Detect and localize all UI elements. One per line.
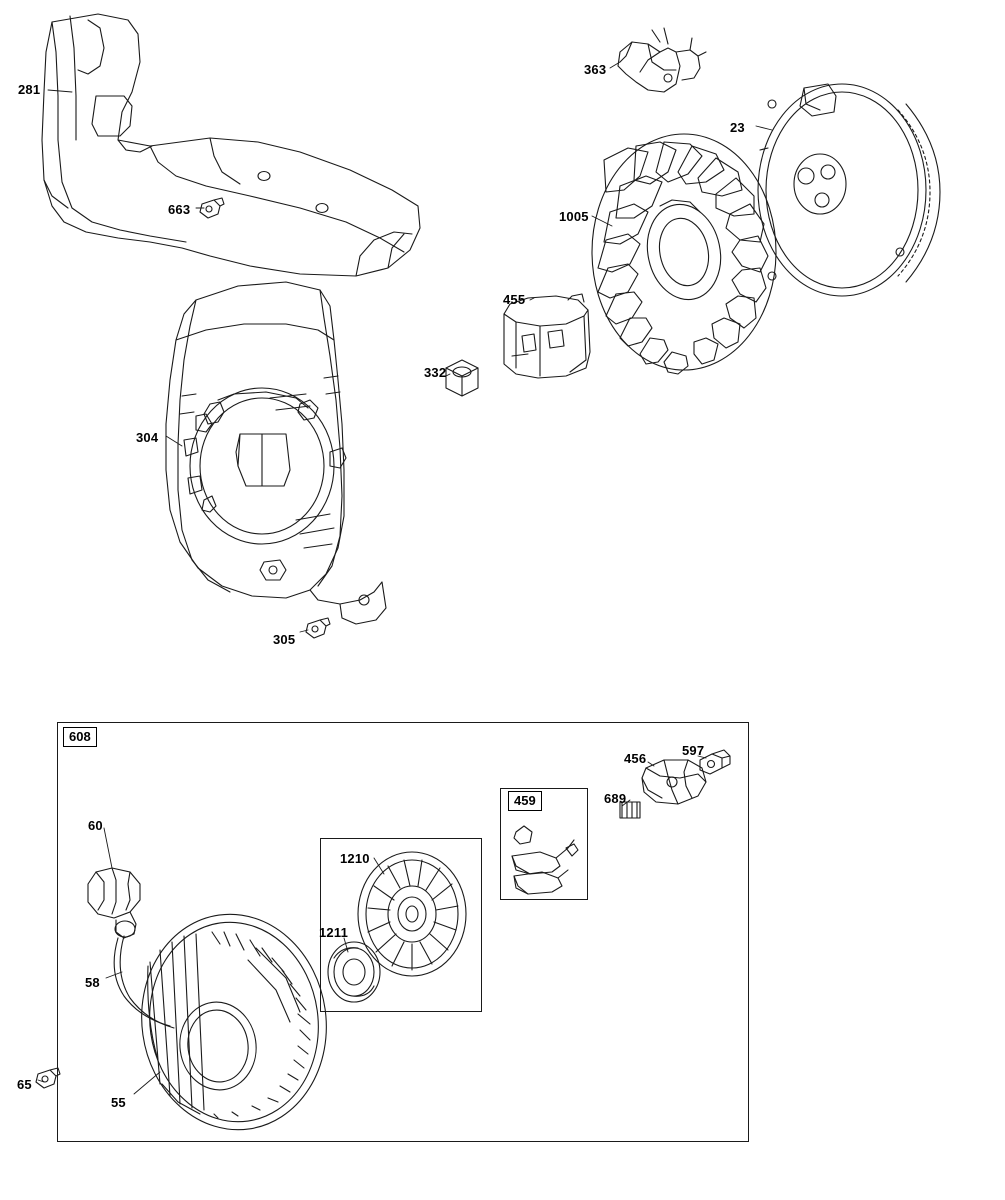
callout-1005 (559, 209, 589, 224)
callout-332 (424, 365, 446, 380)
callout-455-label: 455 (503, 292, 526, 307)
callout-459-label: 459 (514, 793, 536, 808)
callout-281-label: 281 (18, 82, 41, 97)
part-screw-305 (306, 618, 330, 638)
part-nut-332 (446, 360, 478, 396)
callout-60 (88, 818, 103, 833)
callout-305 (273, 632, 295, 647)
callout-597 (682, 743, 704, 758)
part-flywheel-23 (758, 84, 940, 296)
part-flywheel-fan-1005 (592, 134, 776, 374)
callout-281 (18, 82, 40, 97)
callout-608 (63, 727, 97, 747)
callout-1210 (340, 851, 370, 866)
callout-55 (111, 1095, 126, 1110)
callout-65-label: 65 (17, 1077, 32, 1092)
callout-689 (604, 791, 626, 806)
callout-305-label: 305 (273, 632, 296, 647)
callout-597-label: 597 (682, 743, 705, 758)
callout-459 (508, 791, 542, 811)
part-control-cover-281 (42, 14, 420, 276)
callout-1211-label: 1211 (319, 925, 349, 940)
part-blower-housing-304 (166, 282, 386, 624)
callout-304-label: 304 (136, 430, 159, 445)
callout-1005-label: 1005 (559, 209, 589, 224)
callout-65 (17, 1077, 32, 1092)
part-brake-bracket-363 (618, 28, 706, 92)
callout-58-label: 58 (85, 975, 100, 990)
callout-304 (136, 430, 158, 445)
callout-55-label: 55 (111, 1095, 126, 1110)
callout-363-label: 363 (584, 62, 607, 77)
callout-23 (730, 120, 745, 135)
callout-363 (584, 62, 606, 77)
callout-663-label: 663 (168, 202, 191, 217)
callout-60-label: 60 (88, 818, 103, 833)
callout-58 (85, 975, 100, 990)
callout-455 (503, 292, 525, 307)
callout-608-label: 608 (69, 729, 91, 744)
callout-689-label: 689 (604, 791, 627, 806)
callout-663 (168, 202, 190, 217)
callout-1211 (319, 925, 348, 940)
callout-23-label: 23 (730, 120, 745, 135)
callout-456 (624, 751, 646, 766)
callout-456-label: 456 (624, 751, 647, 766)
callout-332-label: 332 (424, 365, 447, 380)
callout-1210-label: 1210 (340, 851, 370, 866)
